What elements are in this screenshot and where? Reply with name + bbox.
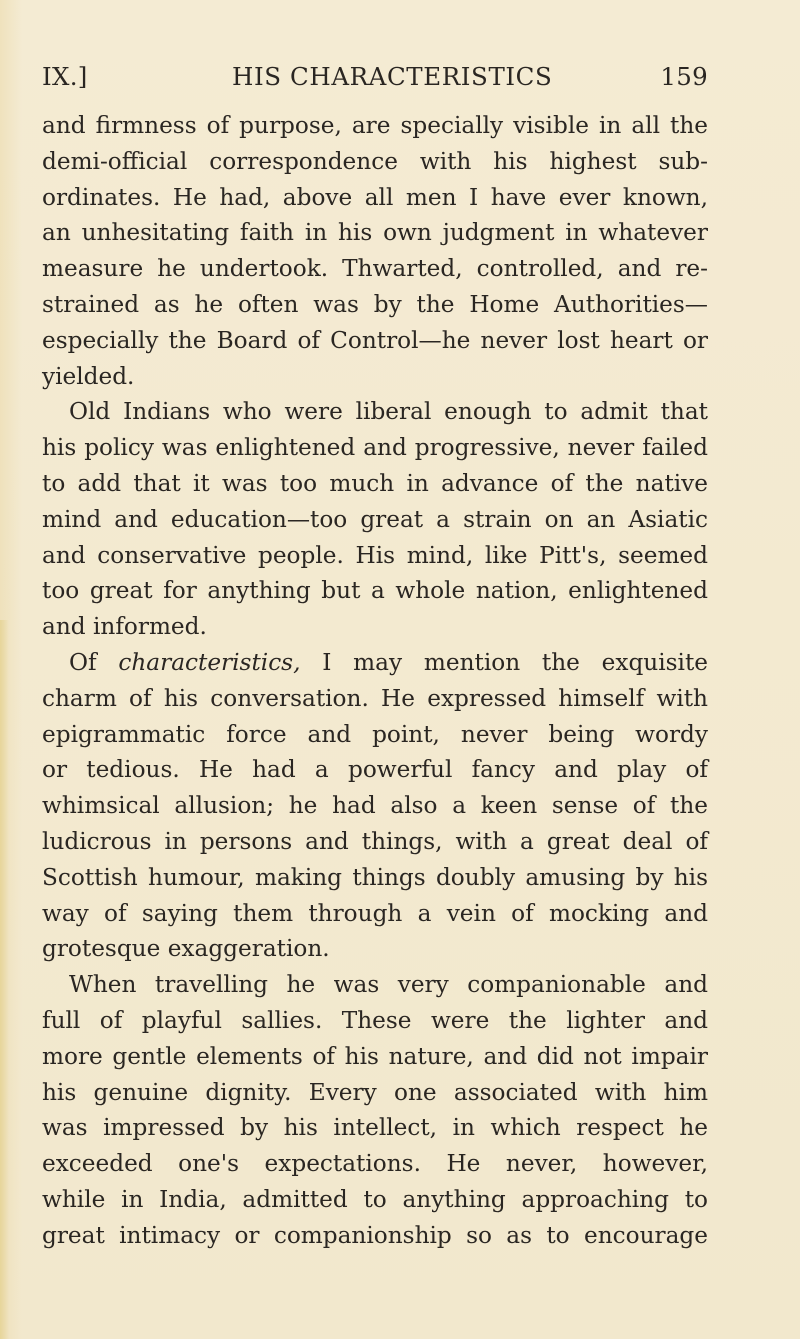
page-number: 159 bbox=[660, 62, 708, 91]
text-line: too great for anything but a whole nation, enlightened bbox=[42, 577, 708, 605]
running-title: HIS CHARACTERISTICS bbox=[232, 62, 553, 91]
text-line: When travelling he was very companionable and bbox=[69, 971, 708, 999]
text-line: demi-official correspondence with his highest sub- bbox=[42, 147, 708, 175]
text-line-first bbox=[42, 645, 708, 681]
paragraph-3 bbox=[42, 645, 708, 967]
text-line: ordinates. He had, above all men I have ever known, bbox=[42, 183, 708, 211]
text-line: while in India, admitted to anything approaching to bbox=[42, 1185, 708, 1213]
text-line: and firmness of purpose, are specially visible in all the bbox=[42, 112, 708, 139]
text-line: and informed. bbox=[42, 613, 207, 641]
paragraph-2 bbox=[42, 394, 708, 645]
text-line: full of playful sallies. These were the lighter and bbox=[42, 1006, 708, 1034]
text-line: measure he undertook. Thwarted, controlled, and re- bbox=[42, 255, 708, 283]
paragraph-1 bbox=[42, 108, 708, 394]
text-line: way of saying them through a vein of mocking and bbox=[42, 899, 708, 927]
text-line: charm of his conversation. He expressed himself with bbox=[42, 684, 708, 712]
text-line: Old Indians who were liberal enough to admit that bbox=[69, 398, 708, 426]
body-text bbox=[42, 108, 708, 1254]
text-line: was impressed by his intellect, in which respect he bbox=[42, 1114, 708, 1142]
text-line: his policy was enlightened and progressive, never failed bbox=[42, 434, 708, 462]
text-line: an unhesitating faith in his own judgment in whatever bbox=[42, 219, 708, 247]
text-line: or tedious. He had a powerful fancy and play of bbox=[42, 756, 708, 784]
text-line: Scottish humour, making things doubly amusing by his bbox=[42, 863, 708, 891]
text-line: ludicrous in persons and things, with a great deal of bbox=[42, 827, 708, 855]
text-line: to add that it was too much in advance of the native bbox=[42, 469, 708, 497]
text-line: grotesque exaggeration. bbox=[42, 935, 330, 963]
text-line: strained as he often was by the Home Authorities— bbox=[42, 290, 708, 318]
text-line: great intimacy or companionship so as to encourage bbox=[42, 1221, 708, 1249]
text-line: more gentle elements of his nature, and did not impair bbox=[42, 1042, 708, 1070]
italic-term: characteristics, bbox=[118, 648, 301, 676]
text-line: especially the Board of Control—he never lost heart or bbox=[42, 326, 708, 354]
text-prefix: Of bbox=[69, 648, 97, 676]
text-line: exceeded one's expectations. He never, however, bbox=[42, 1150, 708, 1178]
text-line: and conservative people. His mind, like Pitt's, seemed bbox=[42, 541, 708, 569]
running-head bbox=[42, 62, 708, 94]
text-line: epigrammatic force and point, never being wordy bbox=[42, 720, 708, 748]
page-edge-shading bbox=[0, 620, 9, 1339]
text-line: yielded. bbox=[42, 362, 135, 390]
text-line: his genuine dignity. Every one associated with him bbox=[42, 1078, 708, 1106]
text-line: whimsical allusion; he had also a keen sense of the bbox=[42, 792, 708, 820]
chapter-number: IX.] bbox=[42, 62, 88, 91]
text-line: mind and education—too great a strain on an Asiatic bbox=[42, 505, 708, 533]
text-suffix: I may mention the exquisite bbox=[322, 648, 708, 676]
paragraph-4 bbox=[42, 967, 708, 1253]
